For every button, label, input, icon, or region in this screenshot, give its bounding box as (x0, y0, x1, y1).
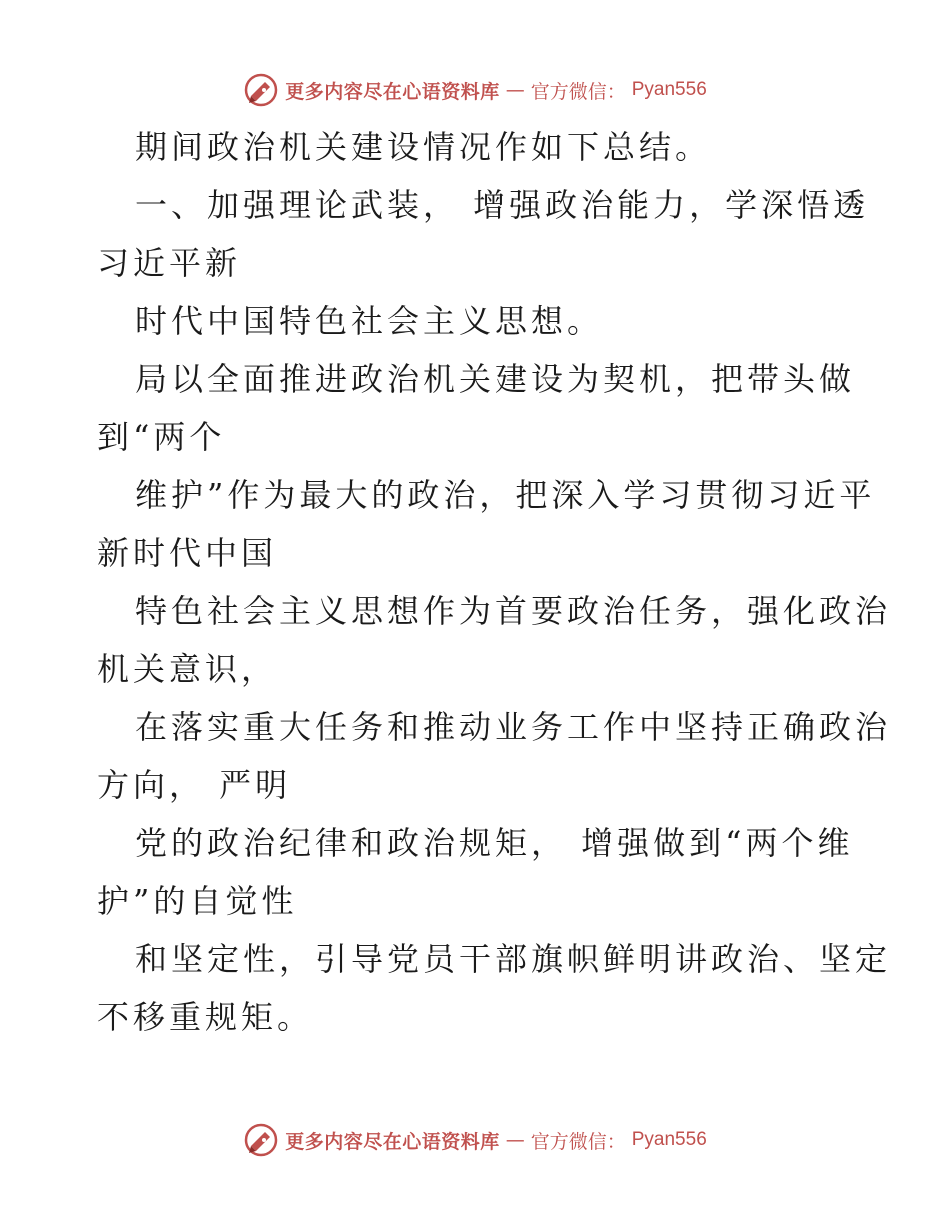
body-line: 维护”作为最大的政治，把深入学习贯彻习近平 (135, 476, 876, 514)
watermark-title: 更多内容尽在心语资料库 (285, 1130, 500, 1153)
body-line: 局以全面推进政治机关建设为契机，把带头做 (135, 360, 856, 398)
watermark-wechat-id: Pyan556 (631, 1129, 707, 1150)
body-line: 到“两个 (97, 418, 226, 456)
body-line: 时代中国特色社会主义思想。 (135, 302, 604, 340)
header-watermark (0, 70, 950, 110)
watermark-wechat-label: 官方微信： (530, 1130, 626, 1153)
pen-logo-icon (243, 1122, 279, 1158)
body-line: 和坚定性，引导党员干部旗帜鲜明讲政治、坚定 (135, 940, 892, 978)
body-line: 方向， 严明 (97, 766, 292, 804)
watermark-dash: — (505, 1129, 525, 1151)
body-line: 新时代中国 (97, 534, 278, 572)
watermark-title: 更多内容尽在心语资料库 (285, 80, 500, 103)
body-line: 在落实重大任务和推动业务工作中坚持正确政治 (135, 708, 892, 746)
body-line: 护”的自觉性 (97, 882, 298, 920)
watermark-wechat-id: Pyan556 (631, 79, 707, 100)
body-line: 机关意识， (97, 650, 278, 688)
body-line: 习近平新 (97, 244, 242, 282)
body-line: 党的政治纪律和政治规矩， 增强做到“两个维 (135, 824, 854, 862)
watermark-wechat-label: 官方微信： (530, 80, 626, 103)
document-body (97, 118, 892, 1046)
body-line: 期间政治机关建设情况作如下总结。 (135, 128, 712, 166)
footer-watermark (0, 1120, 950, 1160)
body-line: 特色社会主义思想作为首要政治任务，强化政治 (135, 592, 892, 630)
watermark-dash: — (505, 79, 525, 101)
pen-logo-icon (243, 72, 279, 108)
body-line: 一、加强理论武装， 增强政治能力，学深悟透 (135, 186, 870, 224)
body-line: 不移重规矩。 (97, 998, 314, 1036)
